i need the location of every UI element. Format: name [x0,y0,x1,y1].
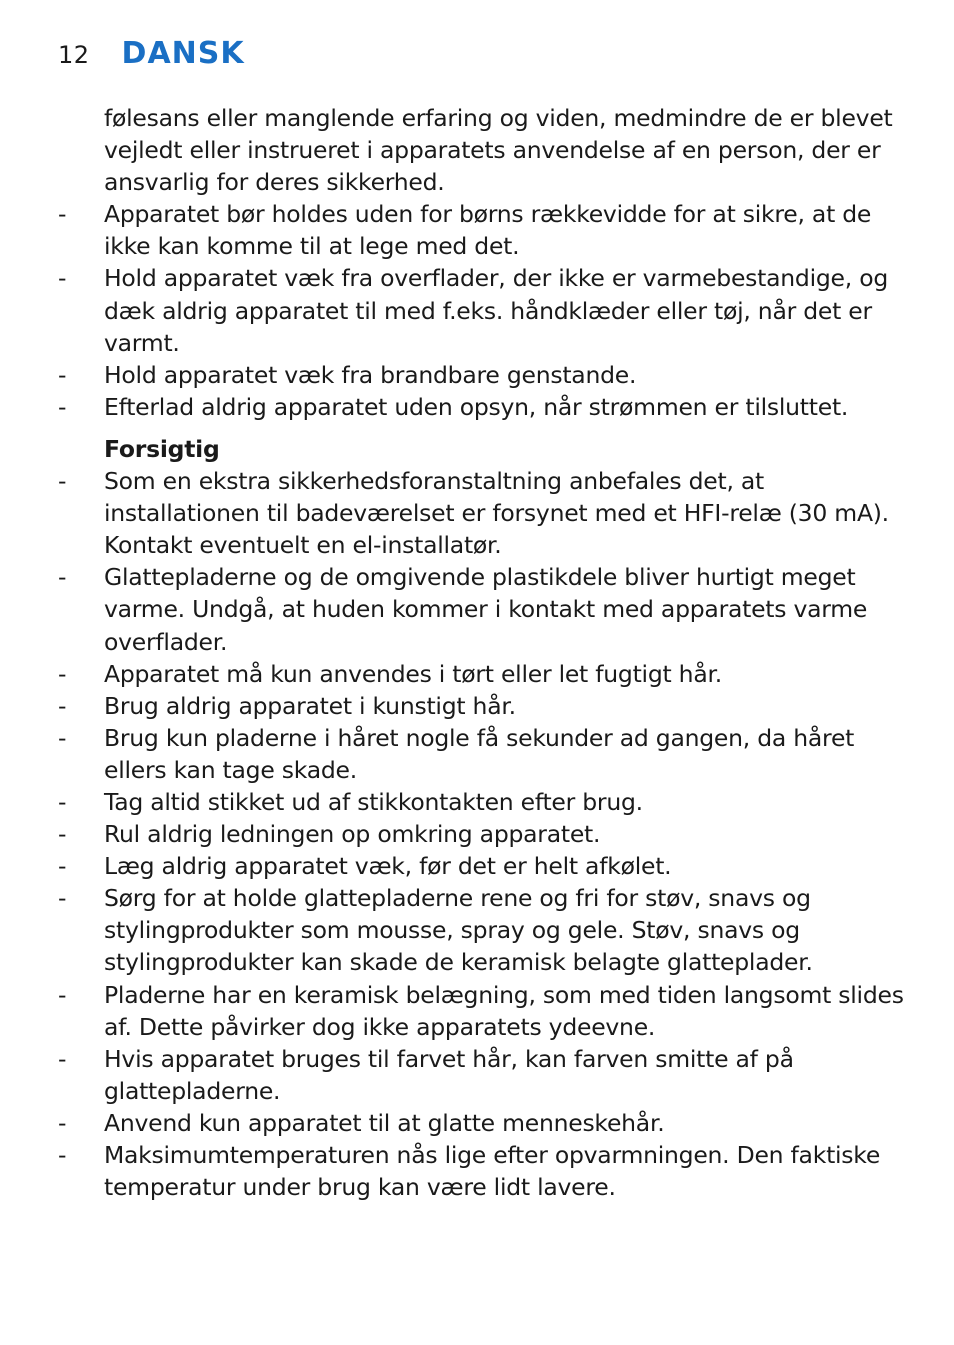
bullet-dash: - [58,723,67,752]
bullet-dash: - [58,1141,67,1169]
list-item [58,722,908,786]
list-item-text: Hold apparatet væk fra brandbare genstande. [104,360,637,389]
list-item [58,359,908,391]
list-item [58,690,908,722]
bullet-dash: - [58,852,67,881]
list-item-text: Maksimumtemperaturen nås lige efter opvarmningen. Den faktiske temperatur under brug kan være lidt lavere. [104,1141,881,1202]
bullet-dash: - [58,563,67,592]
page-content [58,102,908,1203]
bullet-dash: - [58,659,67,688]
bullet-dash: - [58,884,67,913]
list-item [58,391,908,423]
list-item-text: Som en ekstra sikkerhedsforanstaltning anbefales det, at installationen til badeværelset er forsynet med et HFI-relæ (30 mA). Kontakt eventuelt en el-installatør. [104,467,889,560]
list-item [58,561,908,657]
list-item-text: Læg aldrig apparatet væk, før det er helt afkølet. [104,852,672,881]
list-item-text: Brug kun pladerne i håret nogle få sekunder ad gangen, da håret ellers kan tage skade. [104,723,855,784]
list-item [58,979,908,1043]
list-item-text: Apparatet bør holdes uden for børns rækkevidde for at sikre, at de ikke kan komme til at lege med det. [104,200,872,261]
list-item-text: Hvis apparatet bruges til farvet hår, kan farven smitte af på glattepladerne. [104,1044,794,1105]
list-item [58,198,908,262]
list-item-text: Hold apparatet væk fra overflader, der ikke er varmebestandige, og dæk aldrig apparatet til med f.eks. håndklæder eller tøj, når det er varmt. [104,264,888,357]
bullet-dash: - [58,787,67,816]
bullet-dash: - [58,264,67,293]
list-item [58,658,908,690]
list-item [58,1139,908,1203]
list-item [58,786,908,818]
bullet-dash: - [58,691,67,720]
page-number: 12 [58,41,90,69]
list-item-text: Efterlad aldrig apparatet uden opsyn, når strømmen er tilsluttet. [104,392,849,421]
bullet-dash: - [58,467,67,496]
list-item-text: Pladerne har en keramisk belægning, som med tiden langsomt slides af. Dette påvirker dog ikke apparatets ydeevne. [104,980,904,1041]
bullet-dash: - [58,820,67,849]
list-item-text: Anvend kun apparatet til at glatte menneskehår. [104,1108,665,1137]
bullet-dash: - [58,392,67,421]
list-item [58,850,908,882]
section-title: DANSK [121,36,245,71]
list-item [58,818,908,850]
list-item-text: Apparatet må kun anvendes i tørt eller let fugtigt hår. [104,659,722,688]
page-header [58,36,245,76]
caution-list [58,465,908,1203]
bullet-dash: - [58,360,67,389]
intro-paragraph: følesans eller manglende erfaring og viden, medmindre de er blevet vejledt eller instrueret i apparatets anvendelse af en person, der er ansvarlig for deres sikkerhed. [104,104,893,197]
list-item-text: Glattepladerne og de omgivende plastikdele bliver hurtigt meget varme. Undgå, at huden kommer i kontakt med apparatets varme overflader. [104,563,868,656]
bullet-dash: - [58,1108,67,1137]
safety-list [58,198,908,423]
bullet-dash: - [58,980,67,1009]
list-item-text: Sørg for at holde glattepladerne rene og fri for støv, snavs og stylingprodukter som mousse, spray og gele. Støv, snavs og stylingprodukter kan skade de keramisk belagte glatteplader. [104,884,813,977]
bullet-dash: - [58,1044,67,1073]
list-item-text: Brug aldrig apparatet i kunstigt hår. [104,691,516,720]
caution-heading: Forsigtig [104,434,220,463]
list-item [58,1043,908,1107]
list-item-text: Tag altid stikket ud af stikkontakten efter brug. [104,787,643,816]
list-item [58,262,908,358]
list-item [58,465,908,561]
list-item-text: Rul aldrig ledningen op omkring apparatet. [104,820,601,849]
list-item [58,1107,908,1139]
list-item [58,882,908,978]
bullet-dash: - [58,200,67,229]
